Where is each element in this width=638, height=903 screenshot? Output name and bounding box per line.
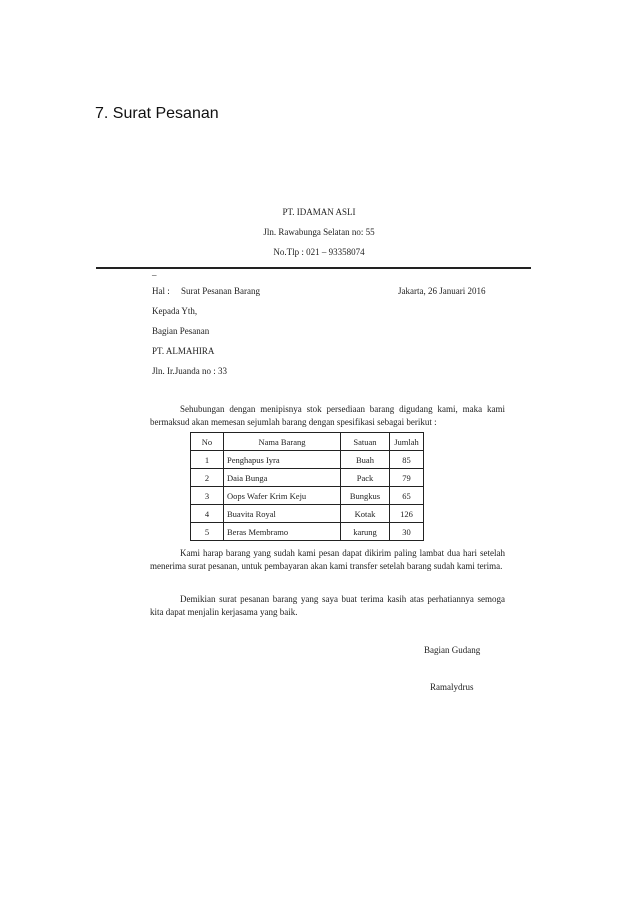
subject-value: Surat Pesanan Barang (181, 286, 260, 296)
column-header-unit: Satuan (341, 433, 390, 451)
cell-no: 5 (191, 523, 224, 541)
dash-mark: – (152, 270, 157, 280)
signature-position: Bagian Gudang (424, 645, 481, 655)
cell-quantity: 85 (390, 451, 424, 469)
company-name: PT. IDAMAN ASLI (282, 207, 356, 217)
table-row (191, 451, 424, 469)
column-header-no: No (191, 433, 224, 451)
column-header-quantity: Jumlah (390, 433, 424, 451)
company-address: Jln. Rawabunga Selatan no: 55 (263, 227, 375, 237)
cell-quantity: 65 (390, 487, 424, 505)
cell-unit: Buah (341, 451, 390, 469)
order-table (190, 432, 424, 541)
cell-item-name: Daia Bunga (224, 469, 341, 487)
cell-quantity: 79 (390, 469, 424, 487)
table-row (191, 505, 424, 523)
recipient-department: Bagian Pesanan (152, 326, 210, 336)
table-row (191, 487, 424, 505)
cell-item-name: Beras Membramo (224, 523, 341, 541)
table-row (191, 469, 424, 487)
cell-quantity: 30 (390, 523, 424, 541)
cell-item-name: Oops Wafer Krim Keju (224, 487, 341, 505)
intro-text: Sehubungan dengan menipisnya stok persediaan barang digudang kami, maka kami bermaksud akan memesan sejumlah barang dengan spesifikasi sebagai berikut : (150, 404, 505, 427)
document-heading: 7. Surat Pesanan (95, 105, 219, 122)
signature-name: Ramalydrus (430, 682, 474, 692)
recipient-company: PT. ALMAHIRA (152, 346, 215, 356)
intro-paragraph (150, 403, 505, 429)
table-row (191, 523, 424, 541)
cell-no: 1 (191, 451, 224, 469)
delivery-text: Kami harap barang yang sudah kami pesan dapat dikirim paling lambat dua hari setelah menerima surat pesanan, untuk pembayaran akan kami transfer setelah barang sudah kami terima. (150, 548, 505, 571)
letterhead-divider (96, 267, 531, 269)
column-header-item-name: Nama Barang (224, 433, 341, 451)
table-header-row (191, 433, 424, 451)
cell-no: 2 (191, 469, 224, 487)
cell-unit: Bungkus (341, 487, 390, 505)
cell-item-name: Penghapus Iyra (224, 451, 341, 469)
cell-no: 4 (191, 505, 224, 523)
recipient-address: Jln. Ir.Juanda no : 33 (152, 366, 227, 376)
cell-unit: Kotak (341, 505, 390, 523)
company-phone: No.Tlp : 021 – 93358074 (273, 247, 365, 257)
recipient-greeting: Kepada Yth, (152, 306, 198, 316)
closing-text: Demikian surat pesanan barang yang saya buat terima kasih atas perhatiannya semoga kita dapat menjalin kerjasama yang baik. (150, 594, 505, 617)
cell-no: 3 (191, 487, 224, 505)
cell-unit: karung (341, 523, 390, 541)
cell-item-name: Buavita Royal (224, 505, 341, 523)
cell-quantity: 126 (390, 505, 424, 523)
subject-label: Hal : (152, 286, 170, 296)
body-paragraph-delivery (150, 547, 505, 573)
cell-unit: Pack (341, 469, 390, 487)
letter-date: Jakarta, 26 Januari 2016 (398, 286, 486, 296)
body-paragraph-closing (150, 593, 505, 619)
